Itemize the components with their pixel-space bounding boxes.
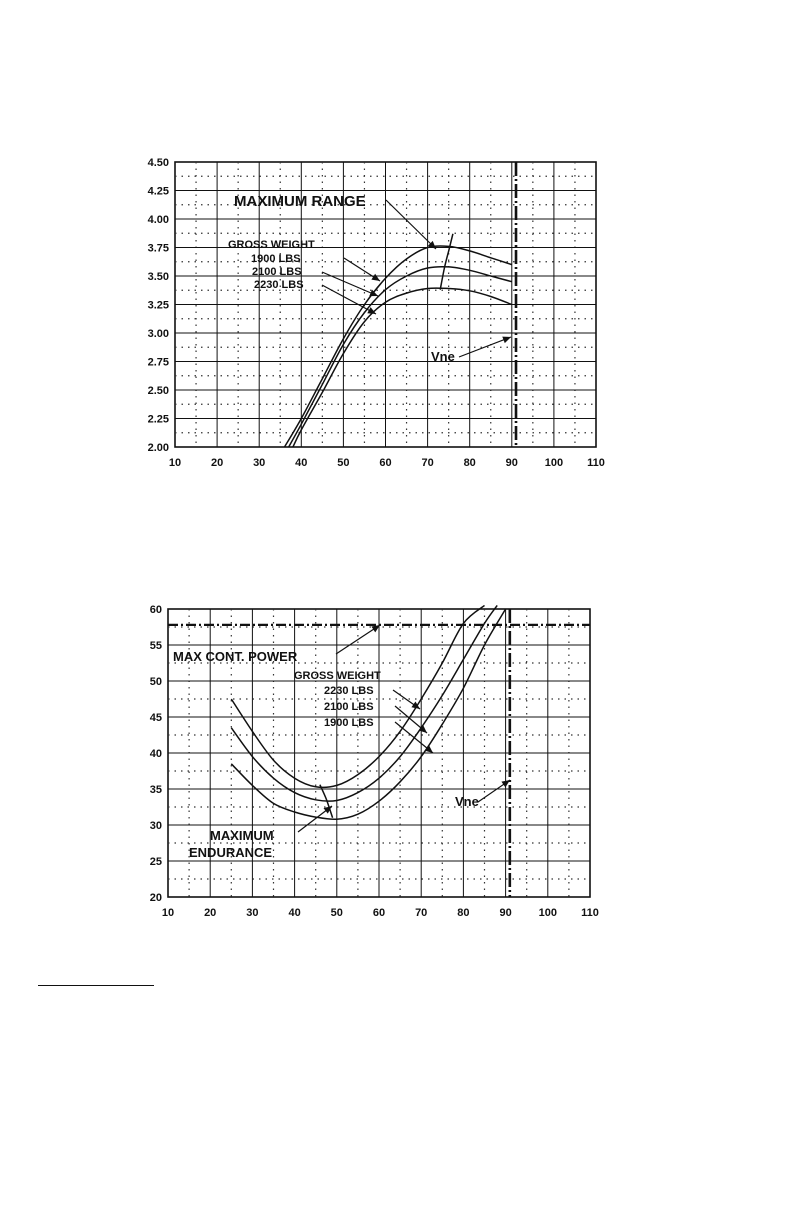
y-tick-label: 4.00 [147,214,169,226]
y-tick-label: 4.50 [147,157,169,169]
weight-1900-label: 1900 LBS [251,253,301,265]
y-tick-label: 40 [149,748,162,760]
weight-1900-label: 1900 LBS [324,717,374,729]
vne-label: Vne [455,794,479,809]
y-tick-label: 20 [149,892,162,904]
y-tick-label: 45 [149,712,162,724]
maximum-range-label: MAXIMUM RANGE [234,193,366,210]
gross-weight-label: GROSS WEIGHT [228,239,315,251]
weight-2230-label: 2230 LBS [254,279,304,291]
x-tick-label: 50 [330,907,343,919]
x-tick-label: 90 [499,907,512,919]
x-tick-label: 80 [457,907,470,919]
series-line-1900-lbs [231,609,505,819]
max-cont-power-label: MAX CONT. POWER [173,649,298,664]
weight-2100-label: 2100 LBS [324,701,374,713]
weight-2100-label: 2100 LBS [252,266,302,278]
y-tick-label: 4.25 [147,185,169,198]
x-tick-label: 100 [538,907,557,919]
x-tick-label: 60 [372,907,386,919]
x-tick-label: 10 [168,457,182,469]
y-tick-label: 55 [149,640,162,652]
y-tick-label: 60 [149,604,162,616]
series-line-2230-lbs [231,605,484,787]
x-tick-label: 110 [581,907,599,919]
gross-weight-label: GROSS WEIGHT [294,670,381,682]
x-tick-label: 90 [505,457,518,469]
x-tick-label: 30 [253,457,266,469]
x-tick-label: 100 [544,457,564,469]
weight-2230-label: 2230 LBS [324,685,374,697]
y-tick-label: 3.50 [147,271,169,283]
y-tick-label: 35 [149,784,162,796]
y-tick-label: 25 [149,856,162,868]
x-tick-label: 110 [587,457,605,469]
y-tick-label: 2.25 [147,413,169,426]
y-tick-label: 30 [149,820,162,832]
y-tick-label: 3.00 [147,328,169,340]
x-tick-label: 20 [204,907,217,919]
y-tick-label: 3.75 [147,242,169,255]
endurance-label: ENDURANCE [189,845,273,860]
y-tick-label: 2.75 [147,356,169,369]
vne-label: Vne [431,349,455,364]
x-tick-label: 60 [379,457,392,469]
y-tick-label: 2.50 [147,385,169,397]
x-tick-label: 50 [337,457,350,469]
x-tick-label: 20 [210,457,224,469]
x-tick-label: 70 [415,907,428,919]
x-tick-label: 30 [246,907,259,919]
y-tick-label: 50 [149,676,162,688]
y-tick-label: 3.25 [147,299,169,312]
x-tick-label: 40 [288,907,301,919]
x-tick-label: 40 [295,457,308,469]
x-tick-label: 70 [421,457,434,469]
maximum-label: MAXIMUM [210,828,274,843]
footnote-rule [38,985,154,986]
y-tick-label: 2.00 [147,442,169,454]
x-tick-label: 80 [463,457,476,469]
x-tick-label: 10 [161,907,175,919]
